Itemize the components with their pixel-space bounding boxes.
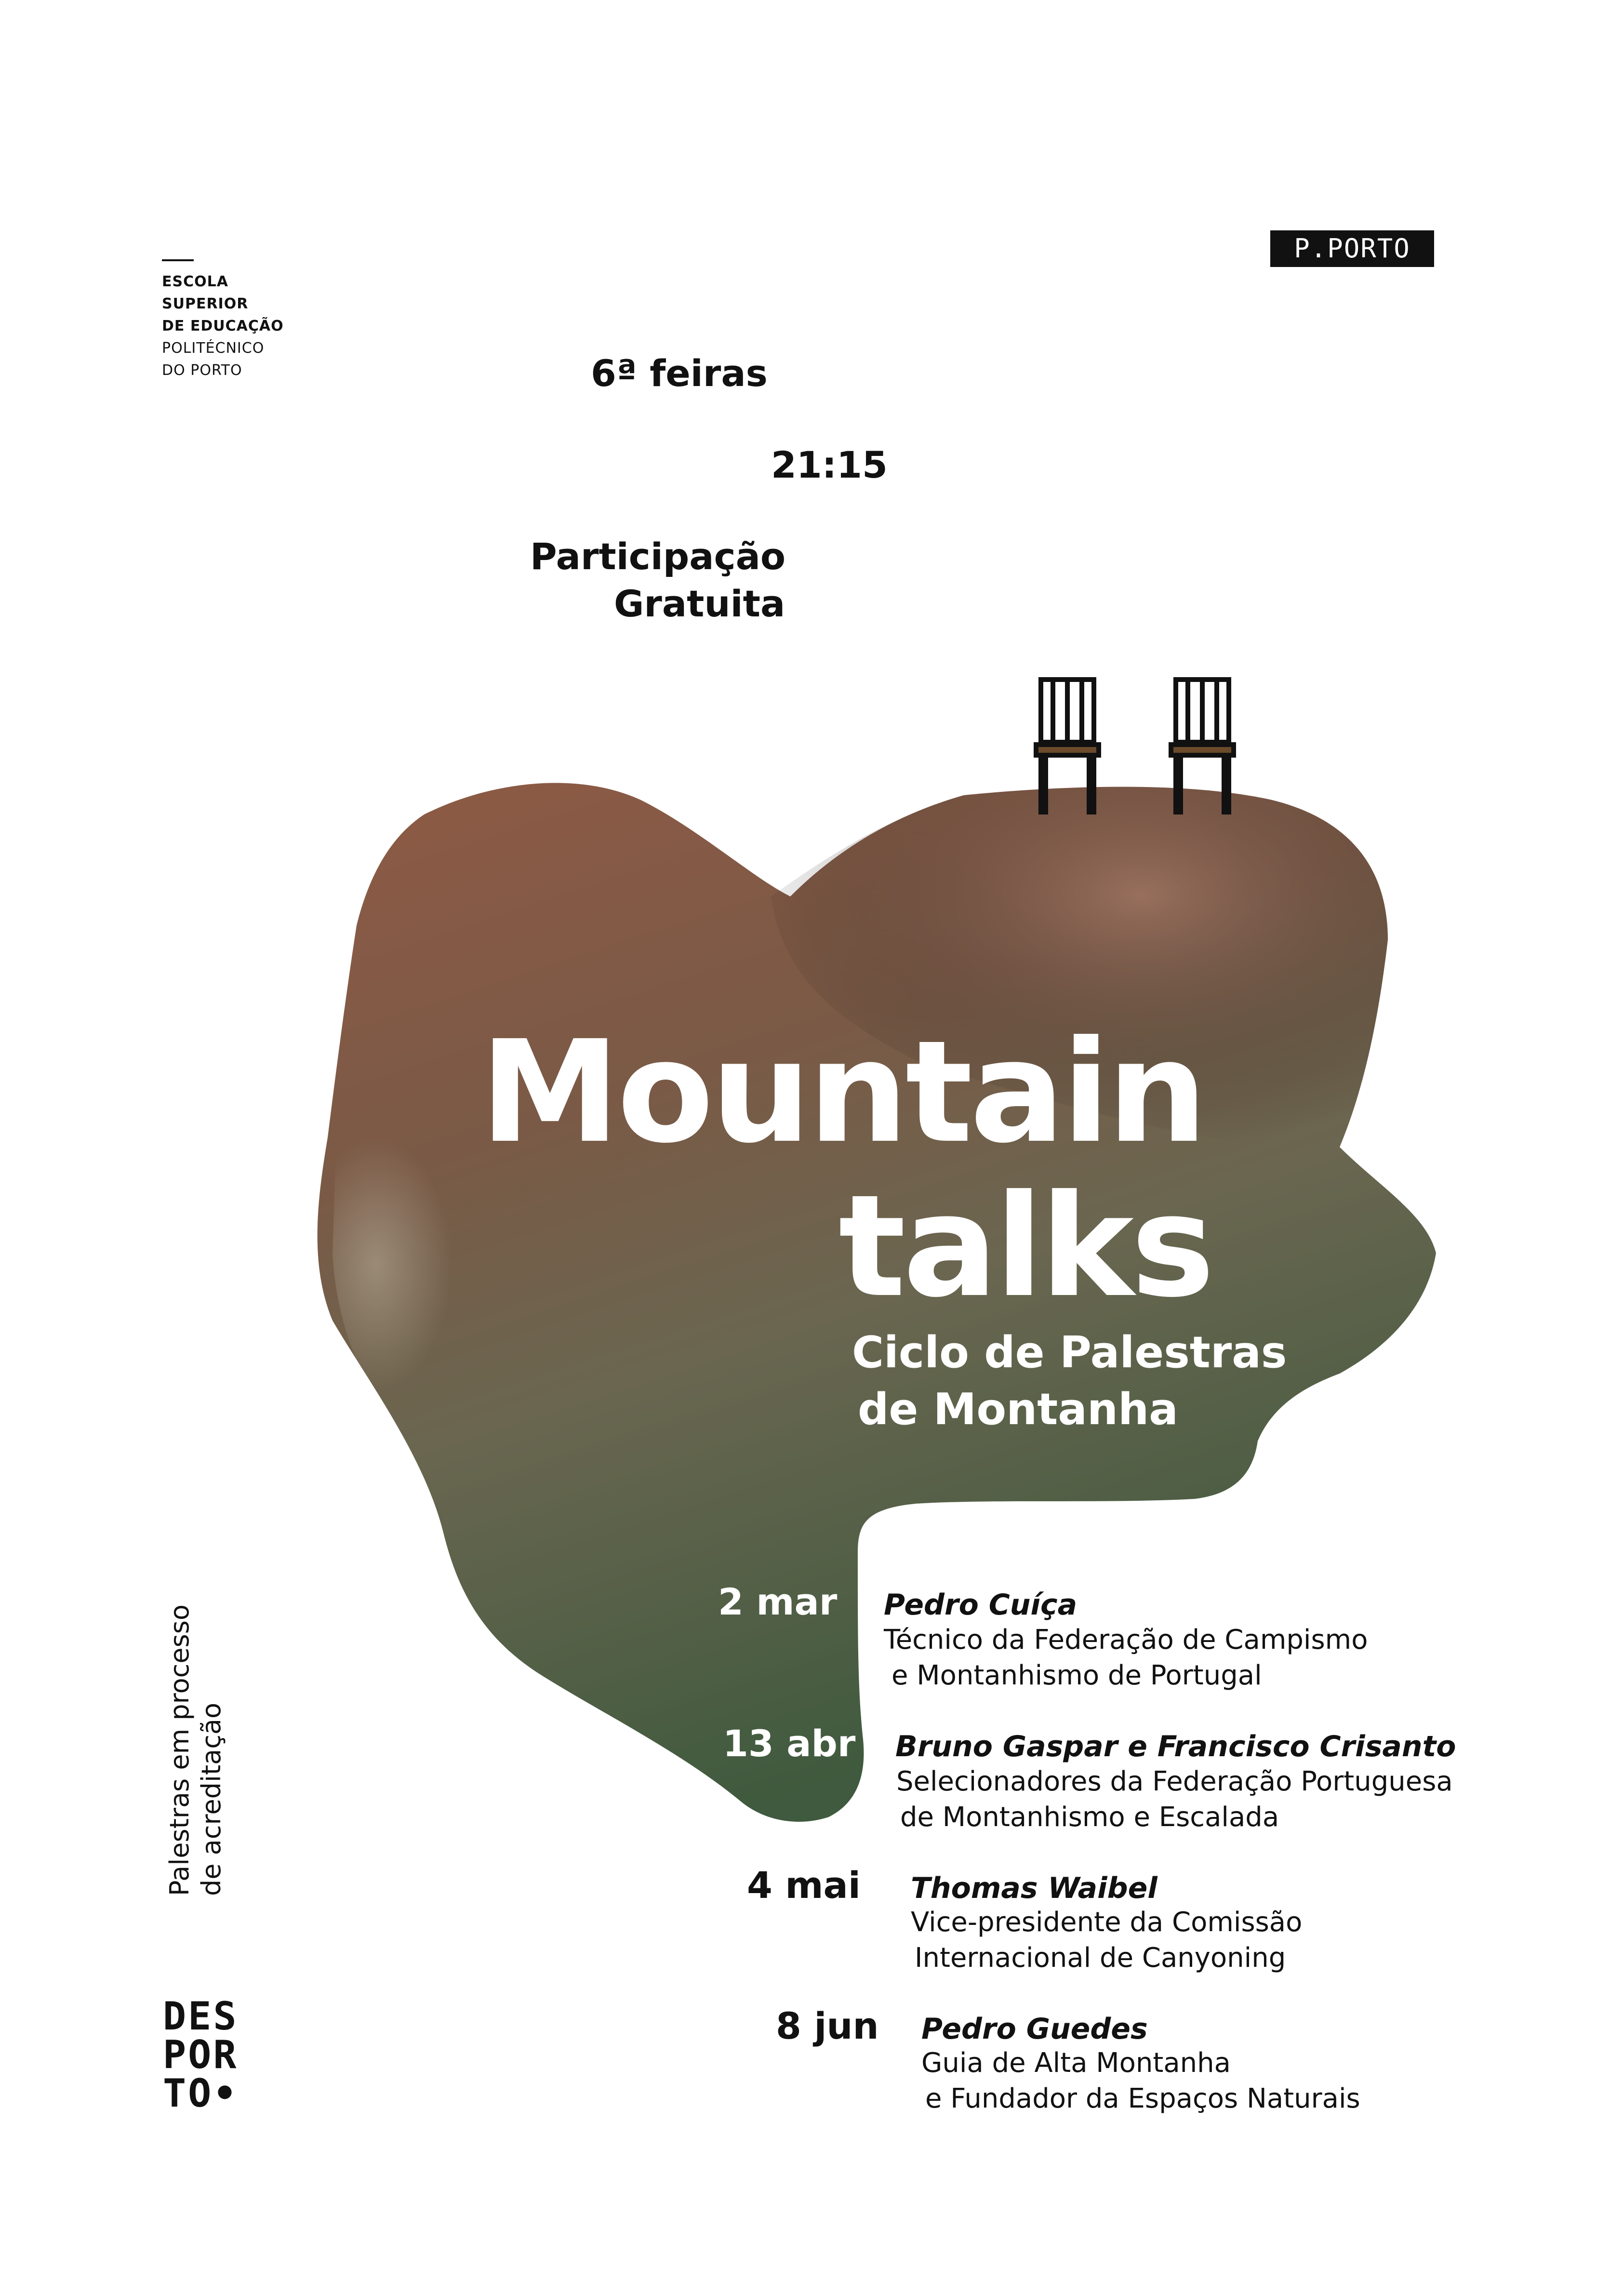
talk-date: 4 mai [747,1864,861,1907]
talk-speaker: Pedro Guedes [921,2012,1148,2046]
school-line: DE EDUCAÇÃO [162,318,284,334]
desporto-line: DES [163,1994,239,2039]
talk-desc-line: Guia de Alta Montanha [921,2047,1231,2079]
talk-description [884,1622,1368,1694]
talk-description [911,1905,1302,1976]
talk-description [896,1764,1453,1835]
talk-speaker: Thomas Waibel [911,1871,1157,1905]
talk-date: 13 abr [723,1722,856,1765]
desporto-line: TO• [163,2071,239,2116]
participation-line: Gratuita [614,582,785,625]
school-divider [162,259,194,261]
talk-description [921,2045,1360,2117]
talk-speaker: Pedro Cuíça [884,1588,1078,1622]
desporto-line: POR [163,2032,239,2077]
talk-date: 2 mar [718,1580,838,1623]
accreditation-line: de acreditação [196,1702,226,1896]
poster-title: Mountain [480,1010,1205,1174]
accreditation-note [164,1604,227,1896]
participation-line: Participação [530,535,786,578]
poster-subtitle: Ciclo de Palestras [852,1327,1287,1378]
school-line: SUPERIOR [162,295,249,312]
desporto-logo [163,1994,239,2116]
talk-desc-line: e Fundador da Espaços Naturais [925,2083,1360,2114]
talk-desc-line: Internacional de Canyoning [915,1942,1286,1974]
schedule-days: 6ª feiras [591,352,768,395]
school-logo [162,271,284,382]
poster-title: talks [838,1164,1212,1328]
talk-desc-line: Selecionadores da Federação Portuguesa [896,1766,1453,1797]
talk-desc-line: e Montanhismo de Portugal [891,1660,1262,1691]
accreditation-line: Palestras em processo [164,1604,195,1896]
school-line: DO PORTO [162,362,242,379]
school-line: ESCOLA [162,273,228,290]
talk-desc-line: Vice-presidente da Comissão [911,1907,1303,1938]
talk-desc-line: de Montanhismo e Escalada [900,1802,1279,1833]
pporto-logo: P.PORTO [1270,230,1434,267]
poster-subtitle: de Montanha [858,1384,1178,1435]
school-line: POLITÉCNICO [162,340,265,357]
talk-date: 8 jun [776,2004,879,2047]
talk-speaker: Bruno Gaspar e Francisco Crisanto [895,1730,1456,1763]
talk-desc-line: Técnico da Federação de Campismo [884,1624,1368,1655]
schedule-time: 21:15 [771,443,888,486]
